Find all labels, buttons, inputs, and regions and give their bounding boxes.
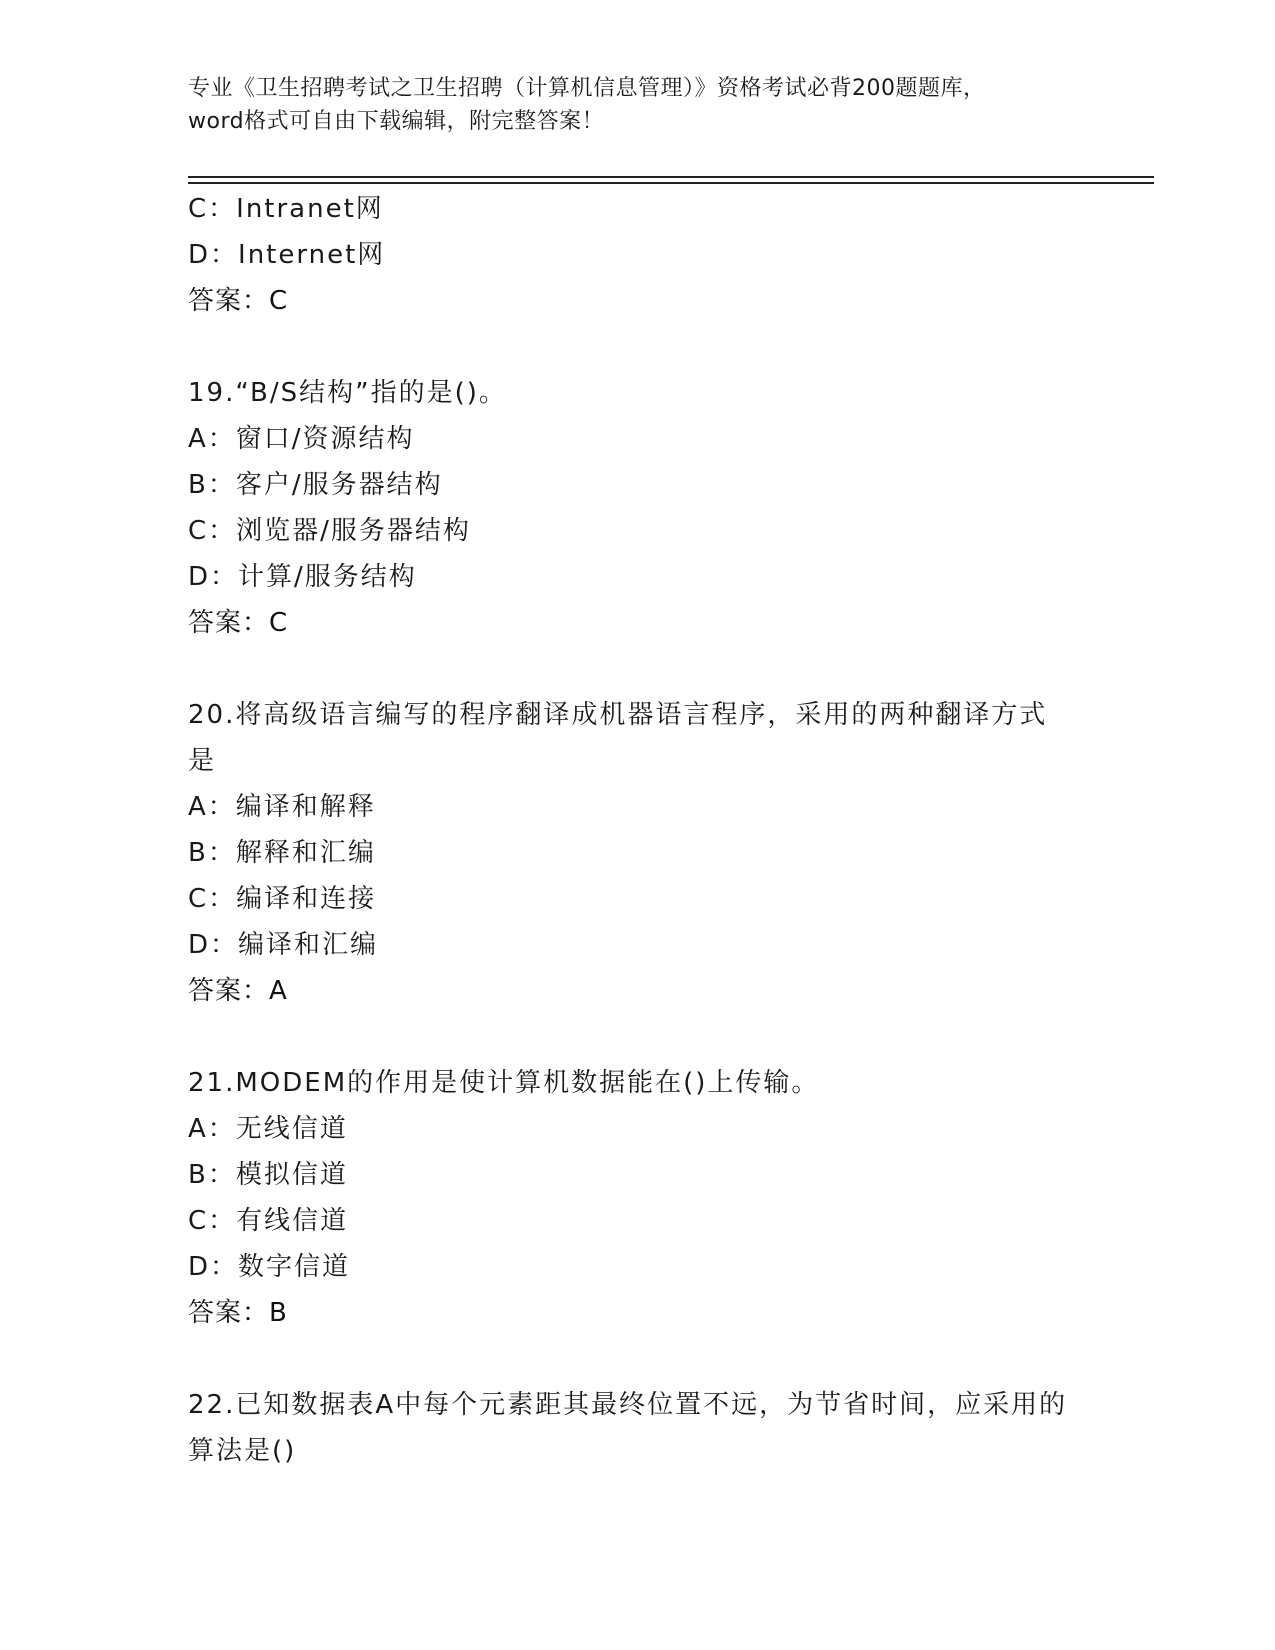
- question-stem: 22.已知数据表A中每个元素距其最终位置不远，为节省时间，应采用的算法是(): [188, 1390, 1068, 1466]
- question-stem: 20.将高级语言编写的程序翻译成机器语言程序，采用的两种翻译方式是: [188, 700, 1048, 776]
- question-21: [188, 1060, 1088, 1336]
- option-a: A：编译和解释: [188, 792, 376, 822]
- header-line-1: 专业《卫生招聘考试之卫生招聘（计算机信息管理）》资格考试必背200题题库，: [188, 76, 986, 101]
- question-20: [188, 692, 1088, 1014]
- spacer: [188, 1014, 1088, 1060]
- option-a: A：窗口/资源结构: [188, 424, 415, 454]
- spacer: [188, 324, 1088, 370]
- option-c: C：编译和连接: [188, 884, 377, 914]
- option-b: B：模拟信道: [188, 1160, 348, 1190]
- answer-line: 答案：C: [188, 608, 289, 638]
- spacer: [188, 1336, 1088, 1382]
- answer-line: 答案：C: [188, 286, 289, 316]
- spacer: [188, 646, 1088, 692]
- header-divider-bottom: [188, 182, 1154, 184]
- option-c: C：Intranet网: [188, 194, 384, 224]
- option-a: A：无线信道: [188, 1114, 348, 1144]
- option-d: D：计算/服务结构: [188, 562, 417, 592]
- question-19: [188, 370, 1088, 646]
- option-b: B：客户/服务器结构: [188, 470, 443, 500]
- question-list: [188, 186, 1088, 1474]
- question-22: [188, 1382, 1088, 1474]
- option-d: D：编译和汇编: [188, 930, 379, 960]
- option-b: B：解释和汇编: [188, 838, 376, 868]
- question-stem: 19.“B/S结构”指的是()。: [188, 378, 507, 408]
- document-header: [188, 72, 1088, 138]
- header-line-2: word格式可自由下载编辑，附完整答案！: [188, 109, 605, 134]
- question-18-continued: [188, 186, 1088, 324]
- answer-line: 答案：B: [188, 1298, 288, 1328]
- answer-line: 答案：A: [188, 976, 288, 1006]
- option-c: C：浏览器/服务器结构: [188, 516, 471, 546]
- option-c: C：有线信道: [188, 1206, 349, 1236]
- option-d: D：数字信道: [188, 1252, 351, 1282]
- question-stem: 21.MODEM的作用是使计算机数据能在()上传输。: [188, 1068, 820, 1098]
- option-d: D：Internet网: [188, 240, 386, 270]
- header-divider-top: [188, 176, 1154, 178]
